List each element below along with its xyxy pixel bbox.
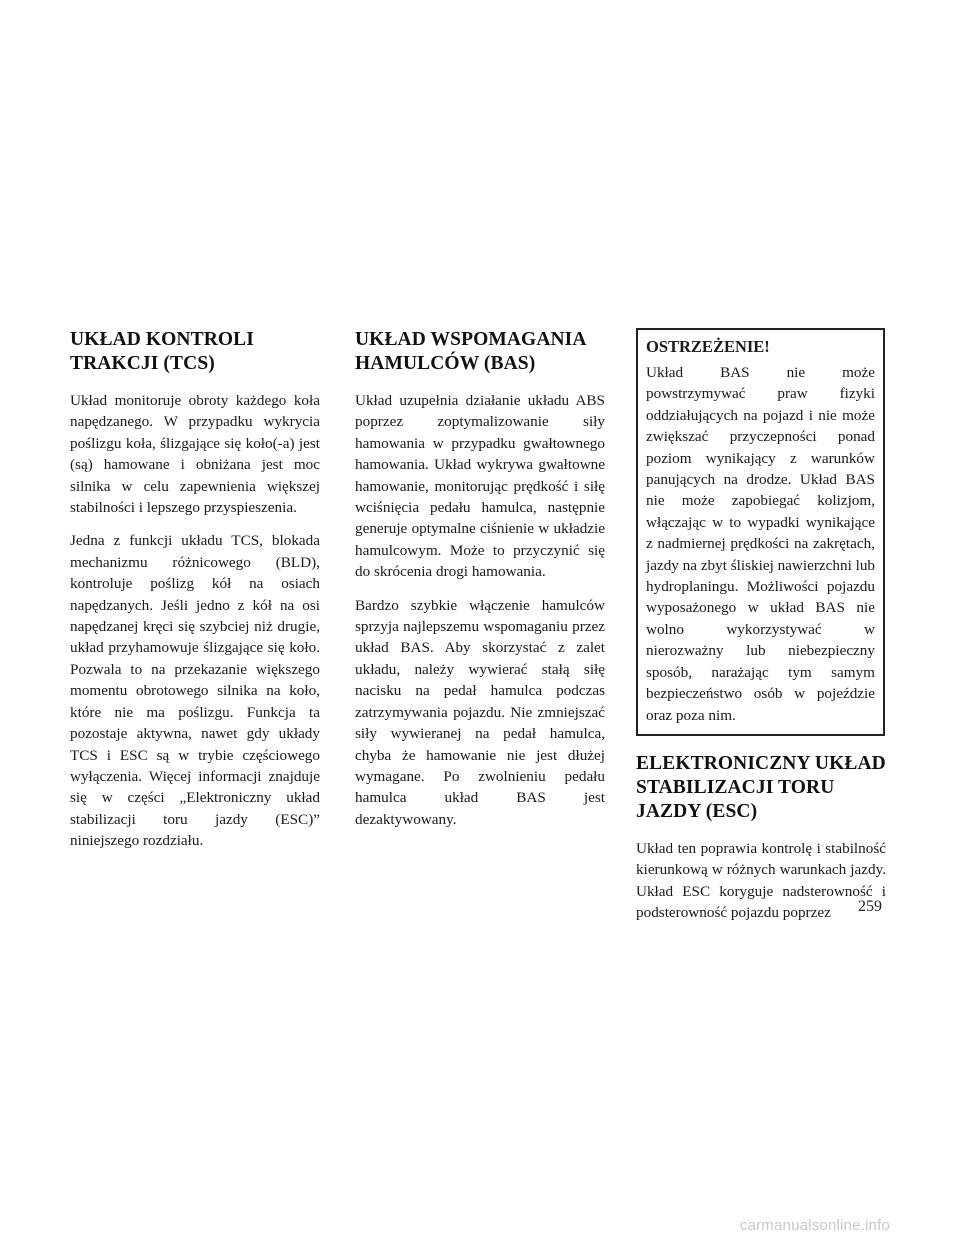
bas-heading-line1: UKŁAD WSPOMAGANIA	[355, 329, 587, 350]
esc-heading-line2: STABILIZACJI TORU	[636, 776, 835, 798]
tcs-heading-line2: TRAKCJI (TCS)	[70, 353, 215, 374]
warning-text: Układ BAS nie może powstrzymywać praw fizyki oddziałujących na pojazd i nie może zwiększać przyczepności ponad poziom wynikający z warunków panujących na drodze. Układ BAS nie może zapobiegać kolizjom, włączając w to wypadki wynikające z nadmiernej prędkości na zakrętach, jazdy na zbyt śliskiej nawierzchni lub hydroplaningu. Możliwości pojazdu wyposażonego w układ BAS nie wolno wykorzystywać w nierozważny lub niebezpieczny sposób, narażając tym samym bezpieczeństwo osób w pojeździe oraz poza nim.	[646, 364, 876, 724]
warning-box	[636, 328, 885, 736]
bas-section	[355, 328, 605, 842]
page-number: 259	[858, 898, 882, 915]
esc-heading-line1: ELEKTRONICZNY UKŁAD	[636, 752, 886, 774]
warning-title: OSTRZEŻENIE!	[646, 337, 770, 356]
bas-paragraph-2: Bardzo szybkie włączenie hamulców sprzyja najlepszemu wspomaganiu przez układ BAS. Aby skorzystać z zalet układu, należy wywierać stałą siłę nacisku na pedał hamulca podczas zatrzymywania pojazdu. Nie zmniejszać siły wywieranej na pedał hamulca, chyba że hamowanie nie jest dłużej wymagane. Po zwolnieniu pedału hamulca układ BAS jest dezaktywowany.	[355, 596, 605, 828]
bas-heading-line2: HAMULCÓW (BAS)	[355, 353, 536, 374]
tcs-heading	[70, 328, 320, 376]
bas-paragraph-1: Układ uzupełnia działanie układu ABS poprzez zoptymalizowanie siły hamowania w przypadku gwałtownego hamowania. Układ wykrywa gwałtowne hamowanie, monitorując prędkość i siłę wciśnięcia pedału hamulca, następnie generuje optymalne ciśnienie w układzie hamulcowym. Może to przyczynić się do skrócenia drogi hamowania.	[355, 392, 605, 581]
tcs-paragraph-1: Układ monitoruje obroty każdego koła napędzanego. W przypadku wykrycia poślizgu koła, ślizgające się koło(-a) jest (są) hamowane i obniżana jest moc silnika w celu zapewnienia większej stabilności i lepszego przyspieszenia.	[70, 392, 320, 517]
esc-heading-line3: JAZDY (ESC)	[636, 800, 758, 822]
bas-heading	[355, 328, 605, 376]
esc-paragraph-1: Układ ten poprawia kontrolę i stabilność kierunkową w różnych warunkach jazdy. Układ ESC koryguje nadsterowność i podsterowność pojazdu poprzez	[636, 839, 886, 922]
tcs-heading-line1: UKŁAD KONTROLI	[70, 329, 254, 350]
warning-esc-section	[636, 328, 886, 936]
tcs-paragraph-2: Jedna z funkcji układu TCS, blokada mechanizmu różnicowego (BLD), kontroluje poślizg kół na osiach napędzanych. Jeśli jedno z kół na osi napędzanej kręci się szybciej niż drugie, układ przyhamowuje ślizgające się koło. Pozwala to na przekazanie większego momentu obrotowego silnika na koło, które nie ma poślizgu. Funkcja ta pozostaje aktywna, nawet gdy układy TCS i ESC są w trybie częściowego wyłączenia. Więcej informacji znajduje się w części „Elektroniczny układ stabilizacji toru jazdy (ESC)” niniejszego rozdziału.	[70, 532, 320, 850]
watermark: carmanualsonline.info	[739, 1217, 890, 1234]
tcs-section	[70, 328, 320, 864]
esc-heading	[636, 752, 886, 824]
